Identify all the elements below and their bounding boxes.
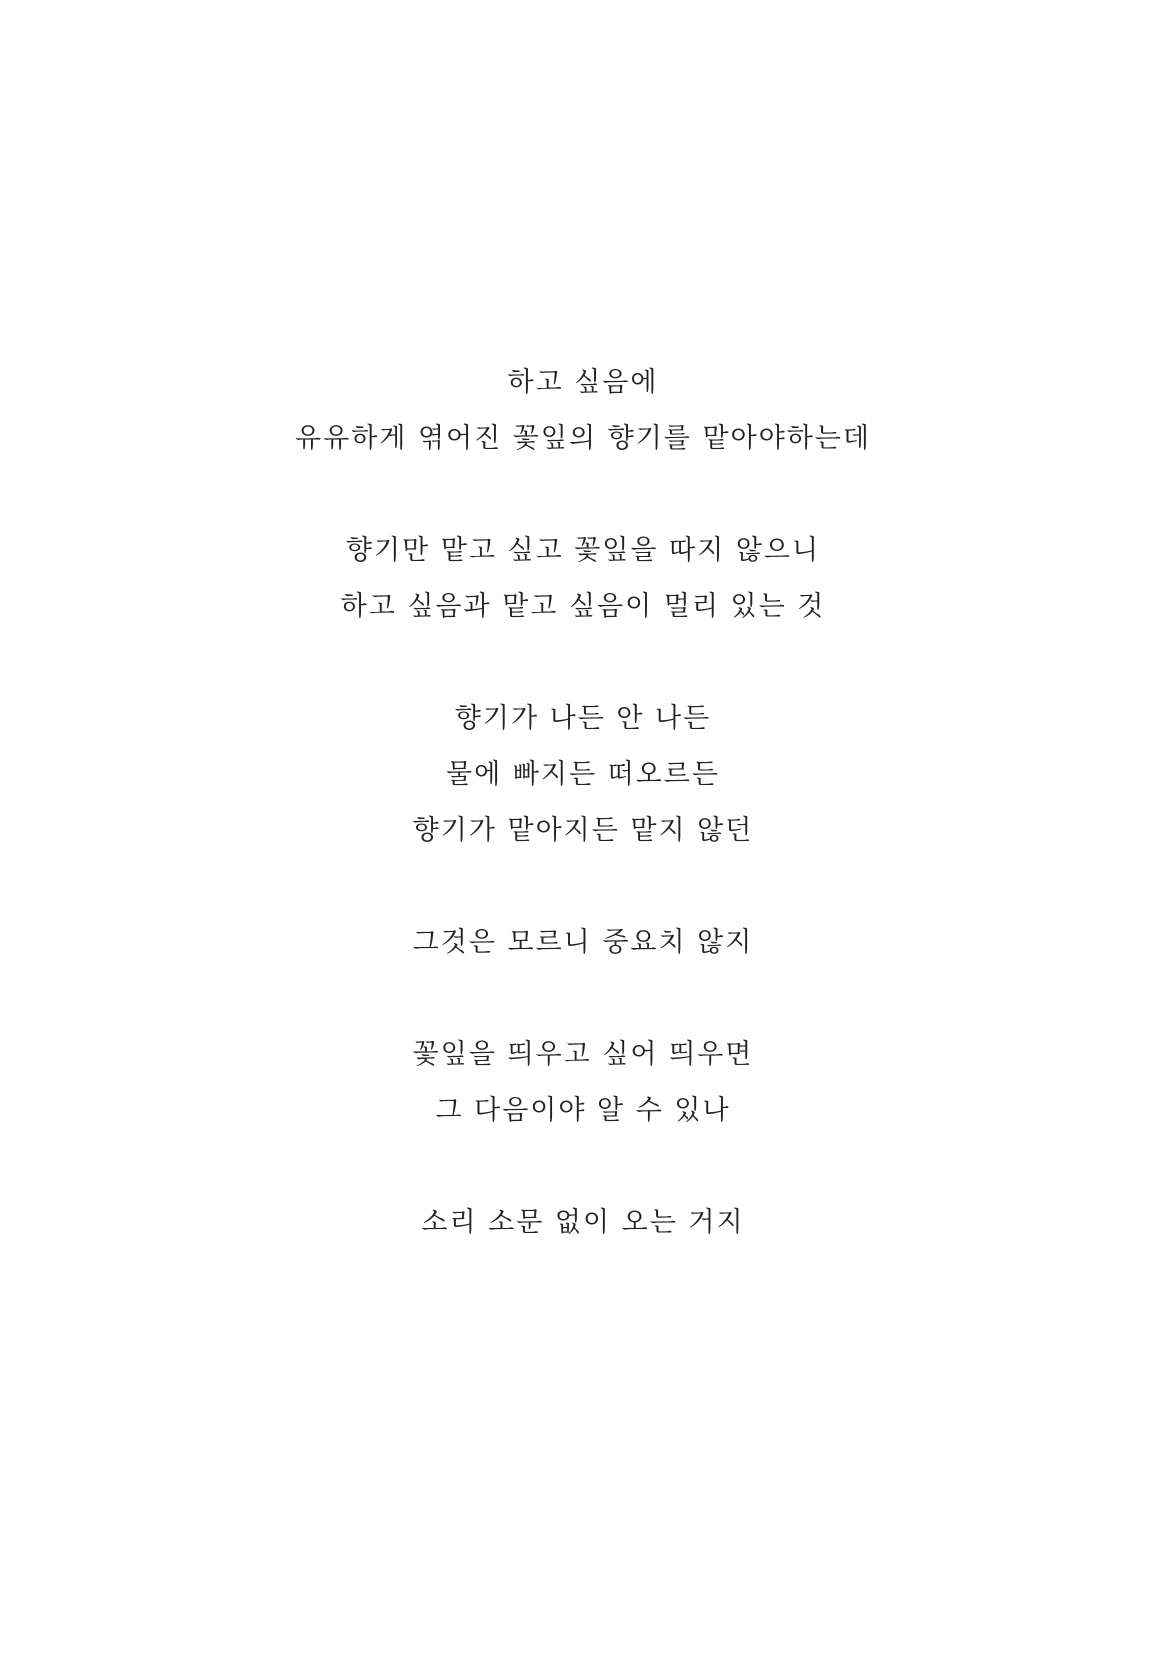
stanza-1: [0, 355, 1166, 467]
stanza-6: [0, 1195, 1166, 1251]
poem-line: 물에 빠지든 떠오르든: [446, 759, 720, 790]
stanza-break: [0, 1139, 1166, 1195]
stanza-break: [0, 859, 1166, 915]
poem-line: 하고 싶음과 맡고 싶음이 멀리 있는 것: [340, 591, 826, 622]
stanza-break: [0, 467, 1166, 523]
stanza-4: [0, 915, 1166, 971]
stanza-break: [0, 971, 1166, 1027]
stanza-2: [0, 523, 1166, 635]
poem-line: 향기가 나든 안 나든: [454, 703, 712, 734]
poem-line: 유유하게 엮어진 꽃잎의 향기를 맡아야하는데: [295, 423, 871, 454]
poem-line: 향기만 맡고 싶고 꽃잎을 따지 않으니: [345, 535, 821, 566]
poem-line: 꽃잎을 띄우고 싶어 띄우면: [412, 1039, 754, 1070]
stanza-break: [0, 635, 1166, 691]
poem-line: 그 다음이야 알 수 있나: [435, 1095, 731, 1126]
stanza-3: [0, 691, 1166, 859]
stanza-5: [0, 1027, 1166, 1139]
poem-line: 소리 소문 없이 오는 거지: [421, 1207, 745, 1238]
poem-line: 하고 싶음에: [507, 367, 659, 398]
poem: [0, 355, 1166, 1251]
poem-line: 향기가 맡아지든 맡지 않던: [412, 815, 754, 846]
poem-line: 그것은 모르니 중요치 않지: [412, 927, 754, 958]
